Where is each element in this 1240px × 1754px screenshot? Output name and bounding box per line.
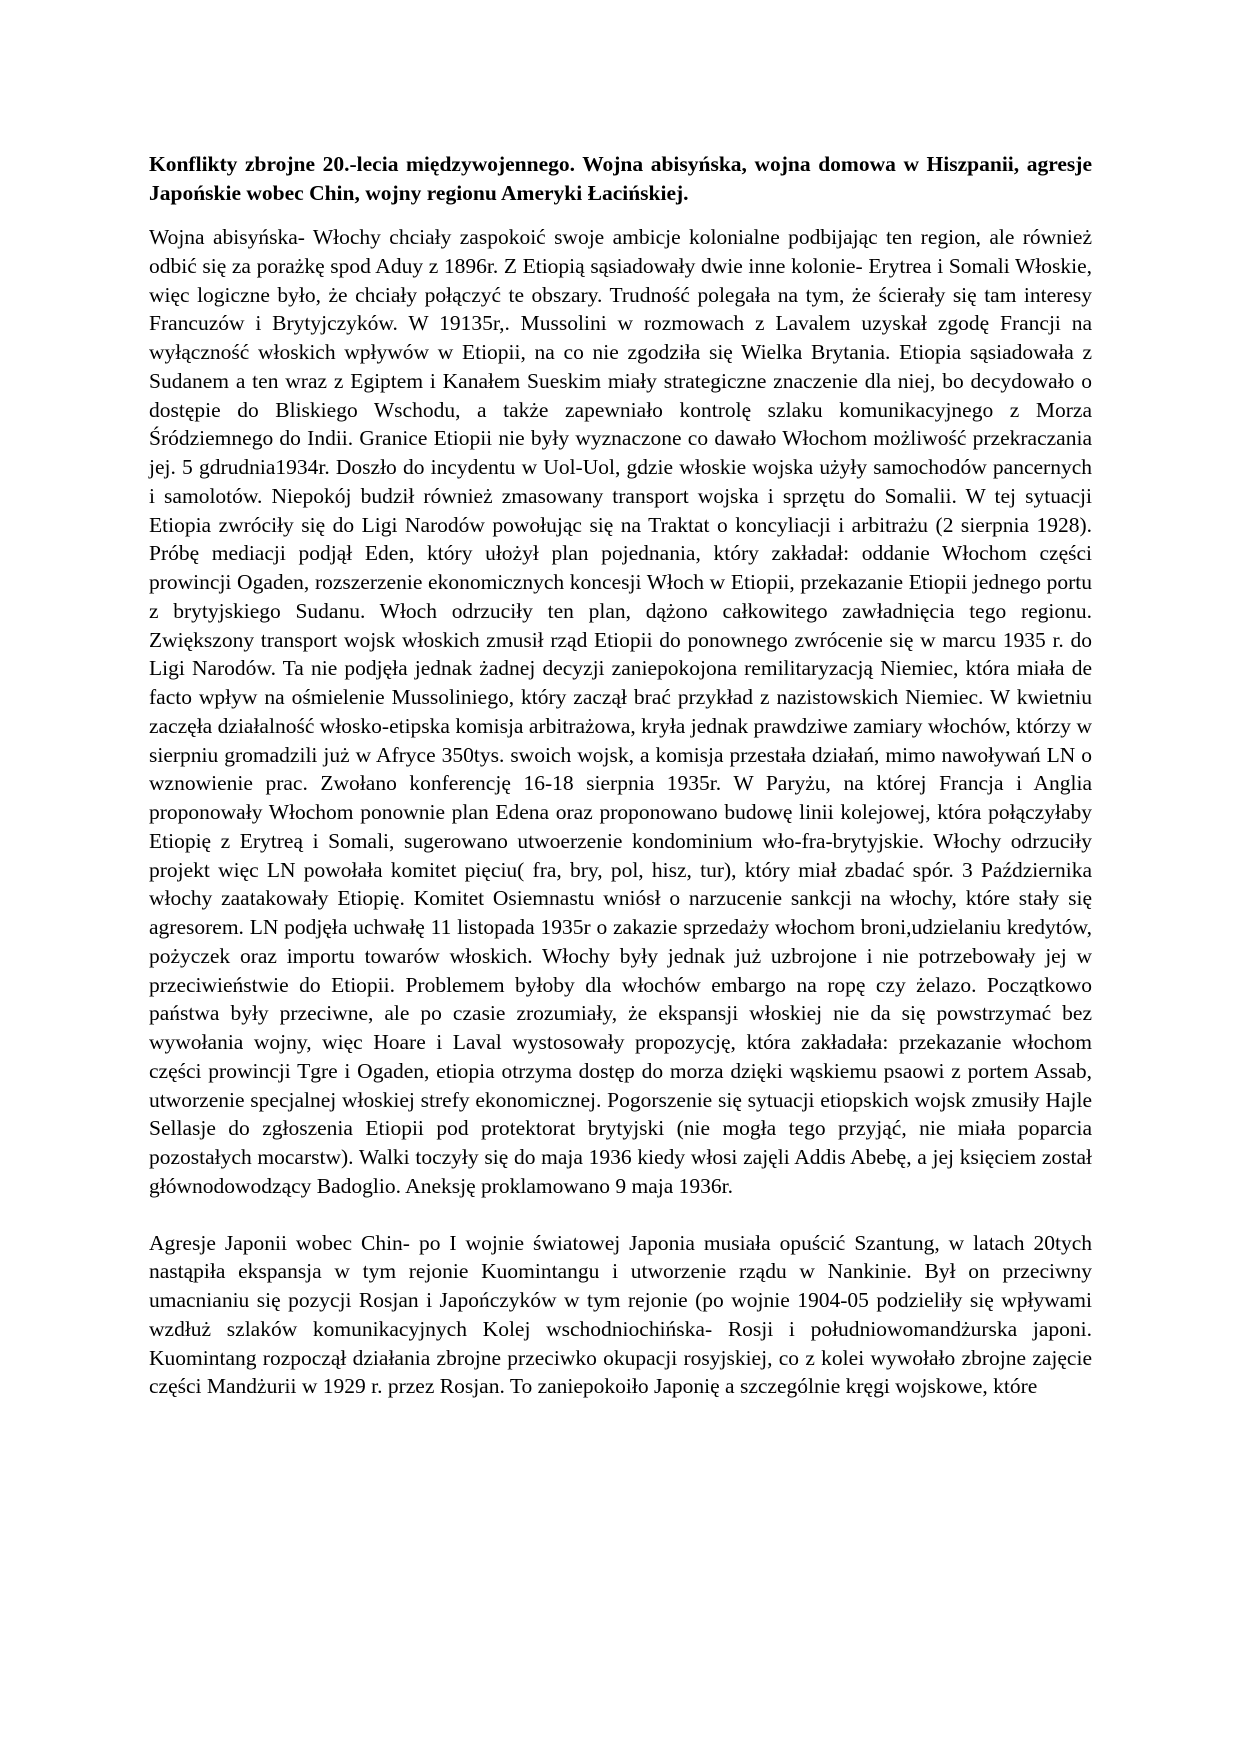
paragraph-abyssinian-war: Wojna abisyńska- Włochy chciały zaspokoić swoje ambicje kolonialne podbijając ten region, ale również odbić się za porażkę spod Aduy z 1896r. Z Etiopią sąsiadowały dwie inne kolonie- Erytrea i Somali Włoskie, więc logiczne było, że chciały połączyć te obszary. Trudność polegała na tym, że ścierały się tam interesy Francuzów i Brytyjczyków. W 19135r,. Mussolini w rozmowach z Lavalem uzyskał zgodę Francji na wyłączność włoskich wpływów w Etiopii, na co nie zgodziła się Wielka Brytania. Etiopia sąsiadowała z Sudanem a ten wraz z Egiptem i Kanałem Sueskim miały strategiczne znaczenie dla niej, bo decydowało o dostępie do Bliskiego Wschodu, a także zapewniało kontrolę szlaku komunikacyjnego z Morza Śródziemnego do Indii. Granice Etiopii nie były wyznaczone co dawało Włochom możliwość przekraczania jej. 5 gdrudnia1934r. Doszło do incydentu w Uol-Uol, gdzie włoskie wojska użyły samochodów pancernych i samolotów. Niepokój budził również zmasowany transport wojska i sprzętu do Somalii. W tej sytuacji Etiopia zwróciły się do Ligi Narodów powołując się na Traktat o koncyliacji i arbitrażu (2 sierpnia 1928). Próbę mediacji podjął Eden, który ułożył plan pojednania, który zakładał: oddanie Włochom części prowincji Ogaden, rozszerzenie ekonomicznych koncesji Włoch w Etiopii, przekazanie Etiopii jednego portu z brytyjskiego Sudanu. Włoch odrzuciły ten plan, dążono całkowitego zawładnięcia tego regionu. Zwiększony transport wojsk włoskich zmusił rząd Etiopii do ponownego zwrócenie się w marcu 1935 r. do Ligi Narodów. Ta nie podjęła jednak żadnej decyzji zaniepokojona remilitaryzacją Niemiec, która miała de facto wpływ na ośmielenie Mussoliniego, który zaczął brać przykład z nazistowskich Niemiec. W kwietniu zaczęła działalność włosko-etipska komisja arbitrażowa, kryła jednak prawdziwe zamiary włochów, którzy w sierpniu gromadzili już w Afryce 350tys. swoich wojsk, a komisja przestała działań, mimo nawoływań LN o wznowienie prac. Zwołano konferencję 16-18 sierpnia 1935r. W Paryżu, na której Francja i Anglia proponowały Włochom ponownie plan Edena oraz proponowano budowę linii kolejowej, która połączyłaby Etiopię z Erytreą i Somali, sugerowano utwoerzenie kondominium wło-fra-brytyjskie. Włochy odrzuciły projekt więc LN powołała komitet pięciu( fra, bry, pol, hisz, tur), który miał zbadać spór. 3 Października włochy zaatakowały Etiopię. Komitet Osiemnastu wniósł o narzucenie sankcji na włochy, które stały się agresorem. LN podjęła uchwałę 11 listopada 1935r o zakazie sprzedaży włochom broni,udzielaniu kredytów, pożyczek oraz importu towarów włoskich. Włochy były jednak już uzbrojone i nie potrzebowały jej w przeciwieństwie do Etiopii. Problemem byłoby dla włochów embargo na ropę czy żelazo. Początkowo państwa były przeciwne, ale po czasie zrozumiały, że ekspansji włoskiej nie da się powstrzymać bez wywołania wojny, więc Hoare i Laval wystosowały propozycję, która zakładała: przekazanie włochom części prowincji Tgre i Ogaden, etiopia otrzyma dostęp do morza dzięki wąskiemu psaowi z portem Assab, utworzenie specjalnej włoskiej strefy ekonomicznej. Pogorszenie się sytuacji etiopskich wojsk zmusiły Hajle Sellasje do zgłoszenia Etiopii pod protektorat brytyjski (nie mogła tego przyjąć, nie miała poparcia pozostałych mocarstw). Walki toczyły się do maja 1936 kiedy włosi zajęli Addis Abebę, a jej księciem został głównodowodzący Badoglio. Aneksję proklamowano 9 maja 1936r.: [149, 225, 1092, 1198]
document-body: [149, 150, 1092, 1401]
document-title: Konflikty zbrojne 20.-lecia międzywojennego. Wojna abisyńska, wojna domowa w Hiszpanii, agresje Japońskie wobec Chin, wojny regionu Ameryki Łacińskiej.: [149, 152, 1092, 205]
paragraph-japanese-aggression: Agresje Japonii wobec Chin- po I wojnie światowej Japonia musiała opuścić Szantung, w latach 20tych nastąpiła ekspansja w tym rejonie Kuomintangu i utworzenie rządu w Nankinie. Był on przeciwny umacnianiu się pozycji Rosjan i Japończyków w tym rejonie (po wojnie 1904-05 podzieliły się wpływami wzdłuż szlaków komunikacyjnych Kolej wschodniochińska- Rosji i południowomandżurska japoni. Kuomintang rozpoczął działania zbrojne przeciwko okupacji rosyjskiej, co z kolei wywołało zbrojne zajęcie części Mandżurii w 1929 r. przez Rosjan. To zaniepokoiło Japonię a szczególnie kręgi wojskowe, które: [149, 1230, 1092, 1399]
